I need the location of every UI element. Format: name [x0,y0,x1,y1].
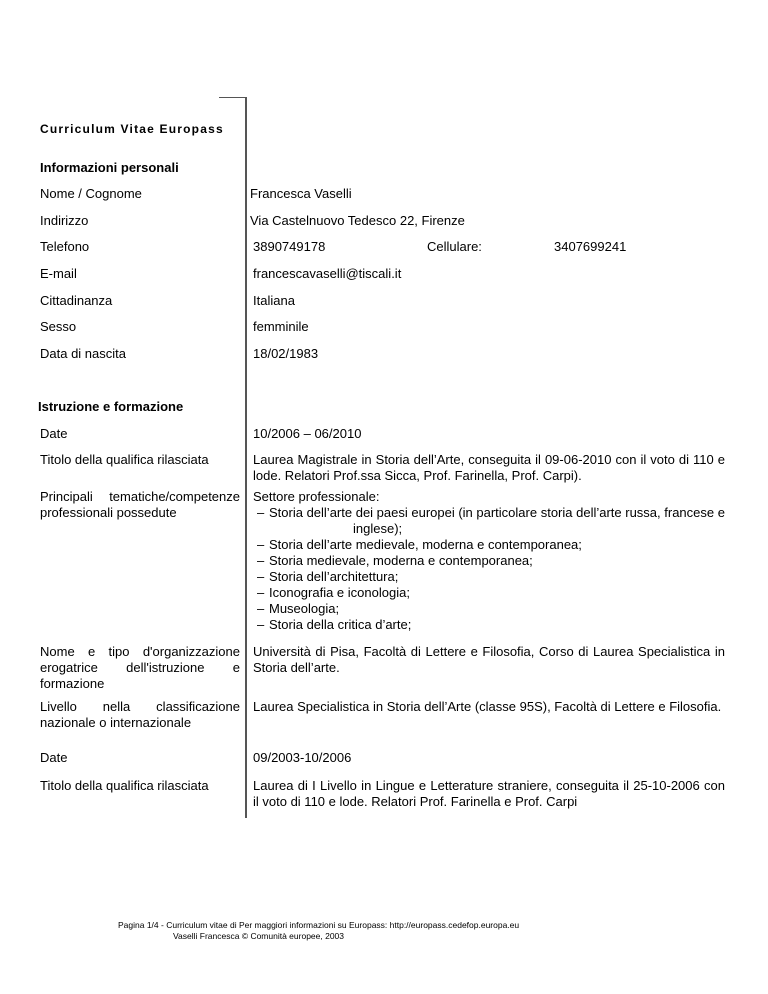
sex-label: Sesso [40,319,77,334]
organization-value: Università di Pisa, Facoltà di Lettere e Filosofia, Corso di Laurea Specialistica in Storia dell’arte. [253,644,725,675]
citizenship-value: Italiana [253,293,295,308]
skills-intro: Settore professionale: [253,489,380,504]
phone-label: Telefono [40,239,90,254]
page-footer [118,920,718,942]
skills-list-item: – Iconografia e iconologia; [253,585,725,601]
skills-list-item: – Storia dell’architettura; [253,569,725,585]
skills-item-text: Storia dell’arte dei paesi europei (in particolare storia dell’arte russa, francese e [269,505,725,520]
email-label: E-mail [40,266,77,281]
skills-label-line: Principali tematiche/competenze [40,489,240,504]
footer-line-2: Vaselli Francesca © Comunità europee, 2003 [173,931,345,941]
skills-label [40,489,240,521]
address-label: Indirizzo [40,213,89,228]
sex-value: femminile [253,319,309,334]
personal-info-heading: Informazioni personali [40,160,179,175]
organization-label [40,644,240,692]
qualification-value-2: Laurea di I Livello in Lingue e Letterature straniere, conseguita il 25-10-2006 con il voto di 110 e lode. Relatori Prof. Farinella e Prof. Carpi [253,778,725,809]
level-label-line: nazionale o internazionale [40,715,192,730]
organization-label-line: Nome e tipo d'organizzazione [40,644,240,659]
mobile-value: 3407699241 [554,239,627,254]
qualification-label: Titolo della qualifica rilasciata [40,452,209,467]
mobile-label: Cellulare: [427,239,482,254]
phone-value: 3890749178 [253,239,326,254]
birthdate-label: Data di nascita [40,346,126,361]
skills-list-item: – Storia della critica d’arte; [253,617,725,633]
name-label: Nome / Cognome [40,186,142,201]
header-divider-line [219,97,246,98]
level-value: Laurea Specialistica in Storia dell’Arte (classe 95S), Facoltà di Lettere e Filosofia. [253,699,722,714]
skills-label-line: professionali possedute [40,505,177,520]
education-heading: Istruzione e formazione [38,399,184,414]
qualification-label-2: Titolo della qualifica rilasciata [40,778,209,793]
organization-label-line: formazione [40,676,105,691]
skills-list-item [253,505,725,537]
name-value: Francesca Vaselli [250,186,352,201]
skills-list-item: – Storia dell’arte medievale, moderna e contemporanea; [253,537,725,553]
document-title: Curriculum Vitae Europass [40,122,224,136]
date-label-2: Date [40,750,68,765]
skills-block [253,489,725,633]
column-divider-line [245,97,247,818]
level-label-line: Livello nella classificazione [40,699,240,714]
skills-item-continuation: inglese); [353,521,403,536]
date-value-2: 09/2003-10/2006 [253,750,352,765]
date-value: 10/2006 – 06/2010 [253,426,362,441]
birthdate-value: 18/02/1983 [253,346,319,361]
address-value: Via Castelnuovo Tedesco 22, Firenze [250,213,465,228]
qualification-value: Laurea Magistrale in Storia dell’Arte, conseguita il 09-06-2010 con il voto di 110 e lode. Relatori Prof.ssa Sicca, Prof. Farinella, Prof. Carpi). [253,452,725,483]
skills-list-item: – Storia medievale, moderna e contemporanea; [253,553,725,569]
level-label [40,699,240,731]
skills-list-item: – Museologia; [253,601,725,617]
skills-list [253,505,725,633]
date-label: Date [40,426,68,441]
citizenship-label: Cittadinanza [40,293,113,308]
footer-line-1: Pagina 1/4 - Curriculum vitae di Per maggiori informazioni su Europass: http://europass.cedefop.europa.eu [118,920,520,930]
organization-label-line: erogatrice dell'istruzione e [40,660,240,675]
email-value: francescavaselli@tiscali.it [253,266,402,281]
